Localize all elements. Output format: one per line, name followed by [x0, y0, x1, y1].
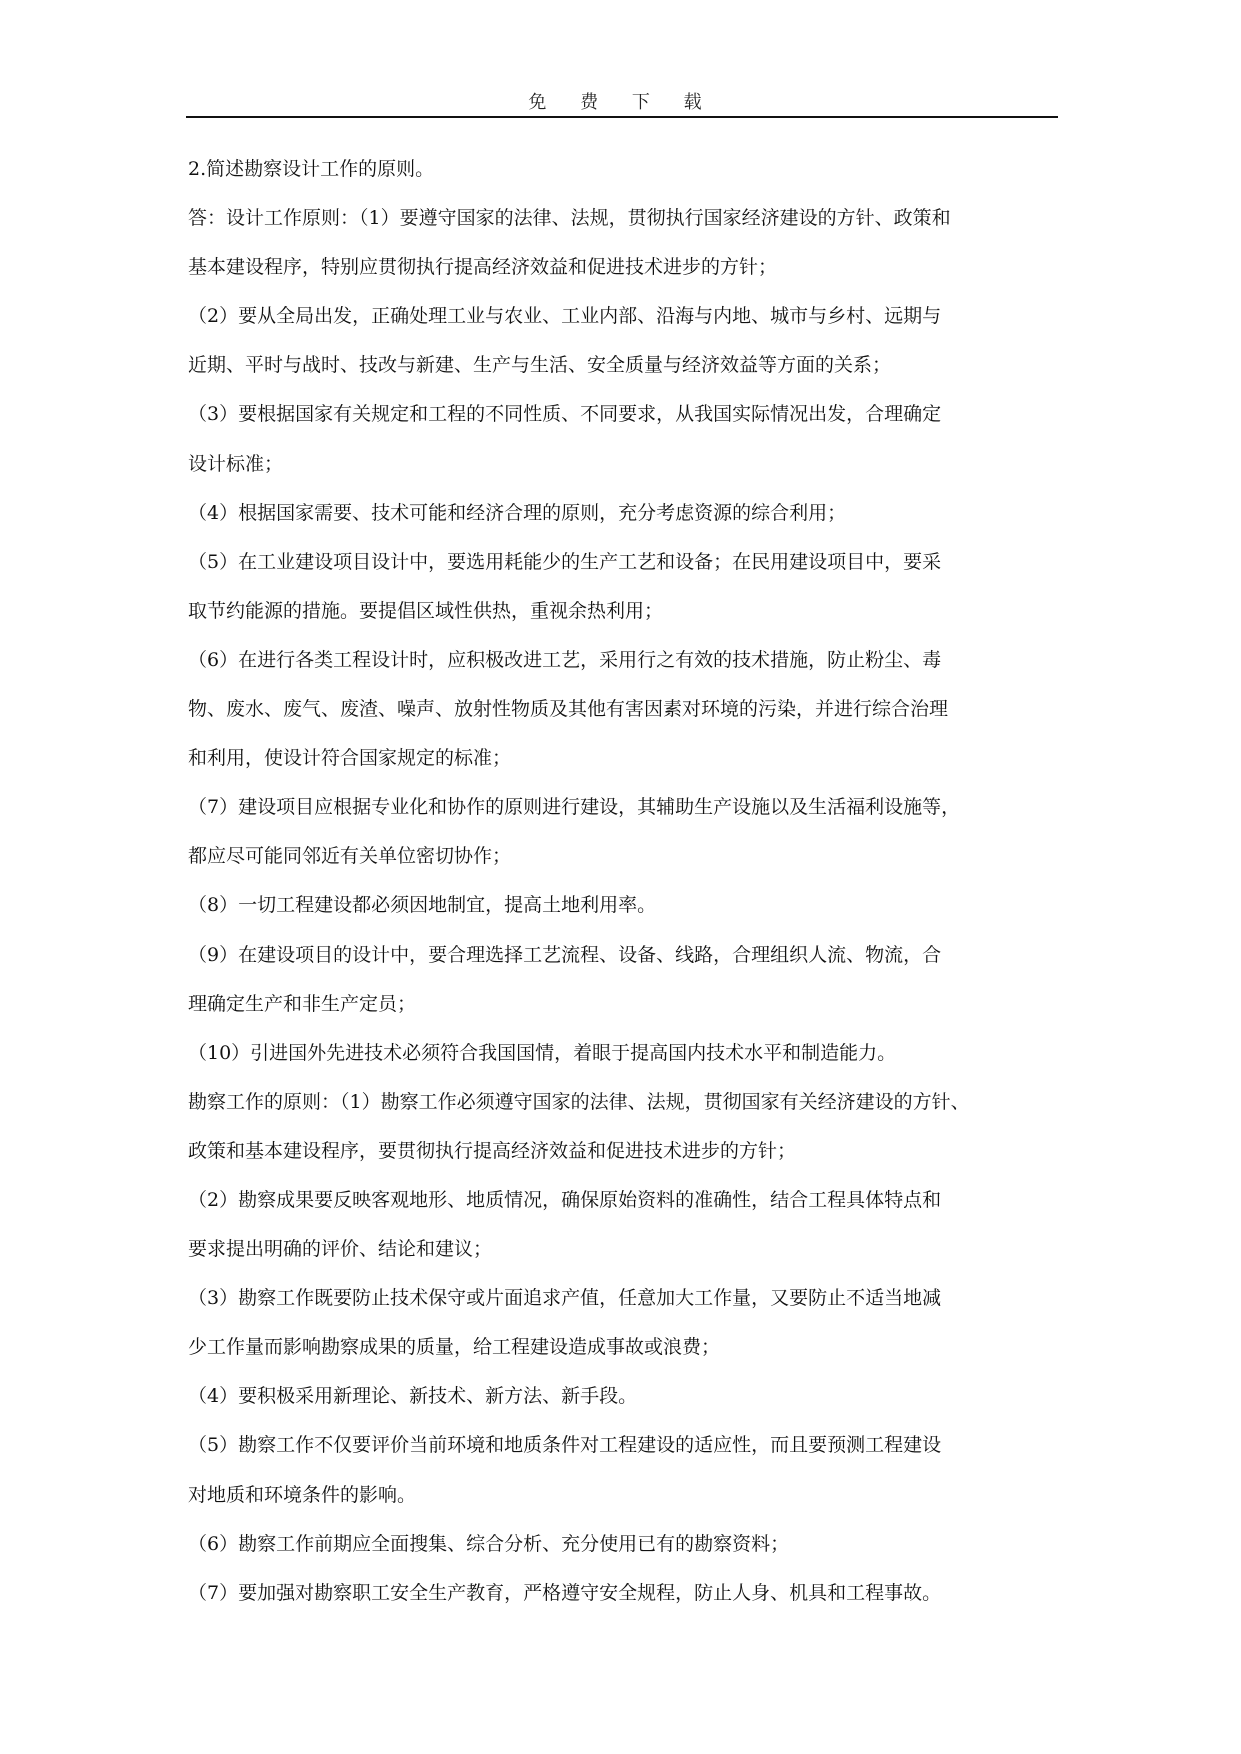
text-line: （4）要积极采用新理论、新技术、新方法、新手段。 [188, 1385, 638, 1408]
text-line: （10）引进国外先进技术必须符合我国国情，着眼于提高国内技术水平和制造能力。 [188, 1041, 897, 1064]
page-header: 免 费 下 载 [528, 92, 716, 113]
text-line: （2）要从全局出发，正确处理工业与农业、工业内部、沿海与内地、城市与乡村、远期与 [188, 305, 942, 328]
text-line: 对地质和环境条件的影响。 [188, 1483, 417, 1506]
text-line: （7）要加强对勘察职工安全生产教育，严格遵守安全规程，防止人身、机具和工程事故。 [188, 1581, 942, 1604]
text-line: 要求提出明确的评价、结论和建议； [188, 1238, 493, 1261]
text-line: 少工作量而影响勘察成果的质量，给工程建设造成事故或浪费； [188, 1336, 721, 1359]
text-line: （9）在建设项目的设计中，要合理选择工艺流程、设备、线路，合理组织人流、物流，合 [188, 943, 942, 966]
header-rule [186, 116, 1058, 118]
text-line: （8）一切工程建设都必须因地制宜，提高土地利用率。 [188, 894, 657, 917]
text-line: （7）建设项目应根据专业化和协作的原则进行建设，其辅助生产设施以及生活福利设施等， [188, 796, 961, 819]
text-line: （3）要根据国家有关规定和工程的不同性质、不同要求，从我国实际情况出发，合理确定 [188, 403, 942, 426]
text-line: 政策和基本建设程序，要贯彻执行提高经济效益和促进技术进步的方针； [188, 1139, 797, 1162]
text-line: （2）勘察成果要反映客观地形、地质情况，确保原始资料的准确性，结合工程具体特点和 [188, 1188, 942, 1211]
text-line: 和利用，使设计符合国家规定的标准； [188, 747, 512, 770]
text-line: 理确定生产和非生产定员； [188, 992, 417, 1015]
text-line: （5）在工业建设项目设计中，要选用耗能少的生产工艺和设备；在民用建设项目中，要采 [188, 550, 942, 573]
text-line: （6）勘察工作前期应全面搜集、综合分析、充分使用已有的勘察资料； [188, 1532, 790, 1555]
document-body [188, 157, 1060, 1630]
text-line: （5）勘察工作不仅要评价当前环境和地质条件对工程建设的适应性，而且要预测工程建设 [188, 1434, 942, 1457]
text-line: （3）勘察工作既要防止技术保守或片面追求产值，任意加大工作量，又要防止不适当地减 [188, 1287, 942, 1310]
text-line: 都应尽可能同邻近有关单位密切协作； [188, 845, 512, 868]
text-line: （6）在进行各类工程设计时，应积极改进工艺，采用行之有效的技术措施，防止粉尘、毒 [188, 648, 942, 671]
text-line: 取节约能源的措施。要提倡区域性供热，重视余热利用； [188, 599, 664, 622]
text-line: 设计标准； [188, 452, 284, 475]
text-line: （4）根据国家需要、技术可能和经济合理的原则，充分考虑资源的综合利用； [188, 501, 847, 524]
text-line: 物、废水、废气、废渣、噪声、放射性物质及其他有害因素对环境的污染，并进行综合治理 [188, 698, 949, 721]
text-line: 近期、平时与战时、技改与新建、生产与生活、安全质量与经济效益等方面的关系； [188, 354, 892, 377]
text-line: 答：设计工作原则：（1）要遵守国家的法律、法规，贯彻执行国家经济建设的方针、政策和 [188, 207, 951, 230]
text-line: 基本建设程序，特别应贯彻执行提高经济效益和促进技术进步的方针； [188, 256, 778, 279]
text-line: 勘察工作的原则：（1）勘察工作必须遵守国家的法律、法规，贯彻国家有关经济建设的方针、 [188, 1090, 970, 1113]
text-line: 2.简述勘察设计工作的原则。 [188, 158, 435, 180]
